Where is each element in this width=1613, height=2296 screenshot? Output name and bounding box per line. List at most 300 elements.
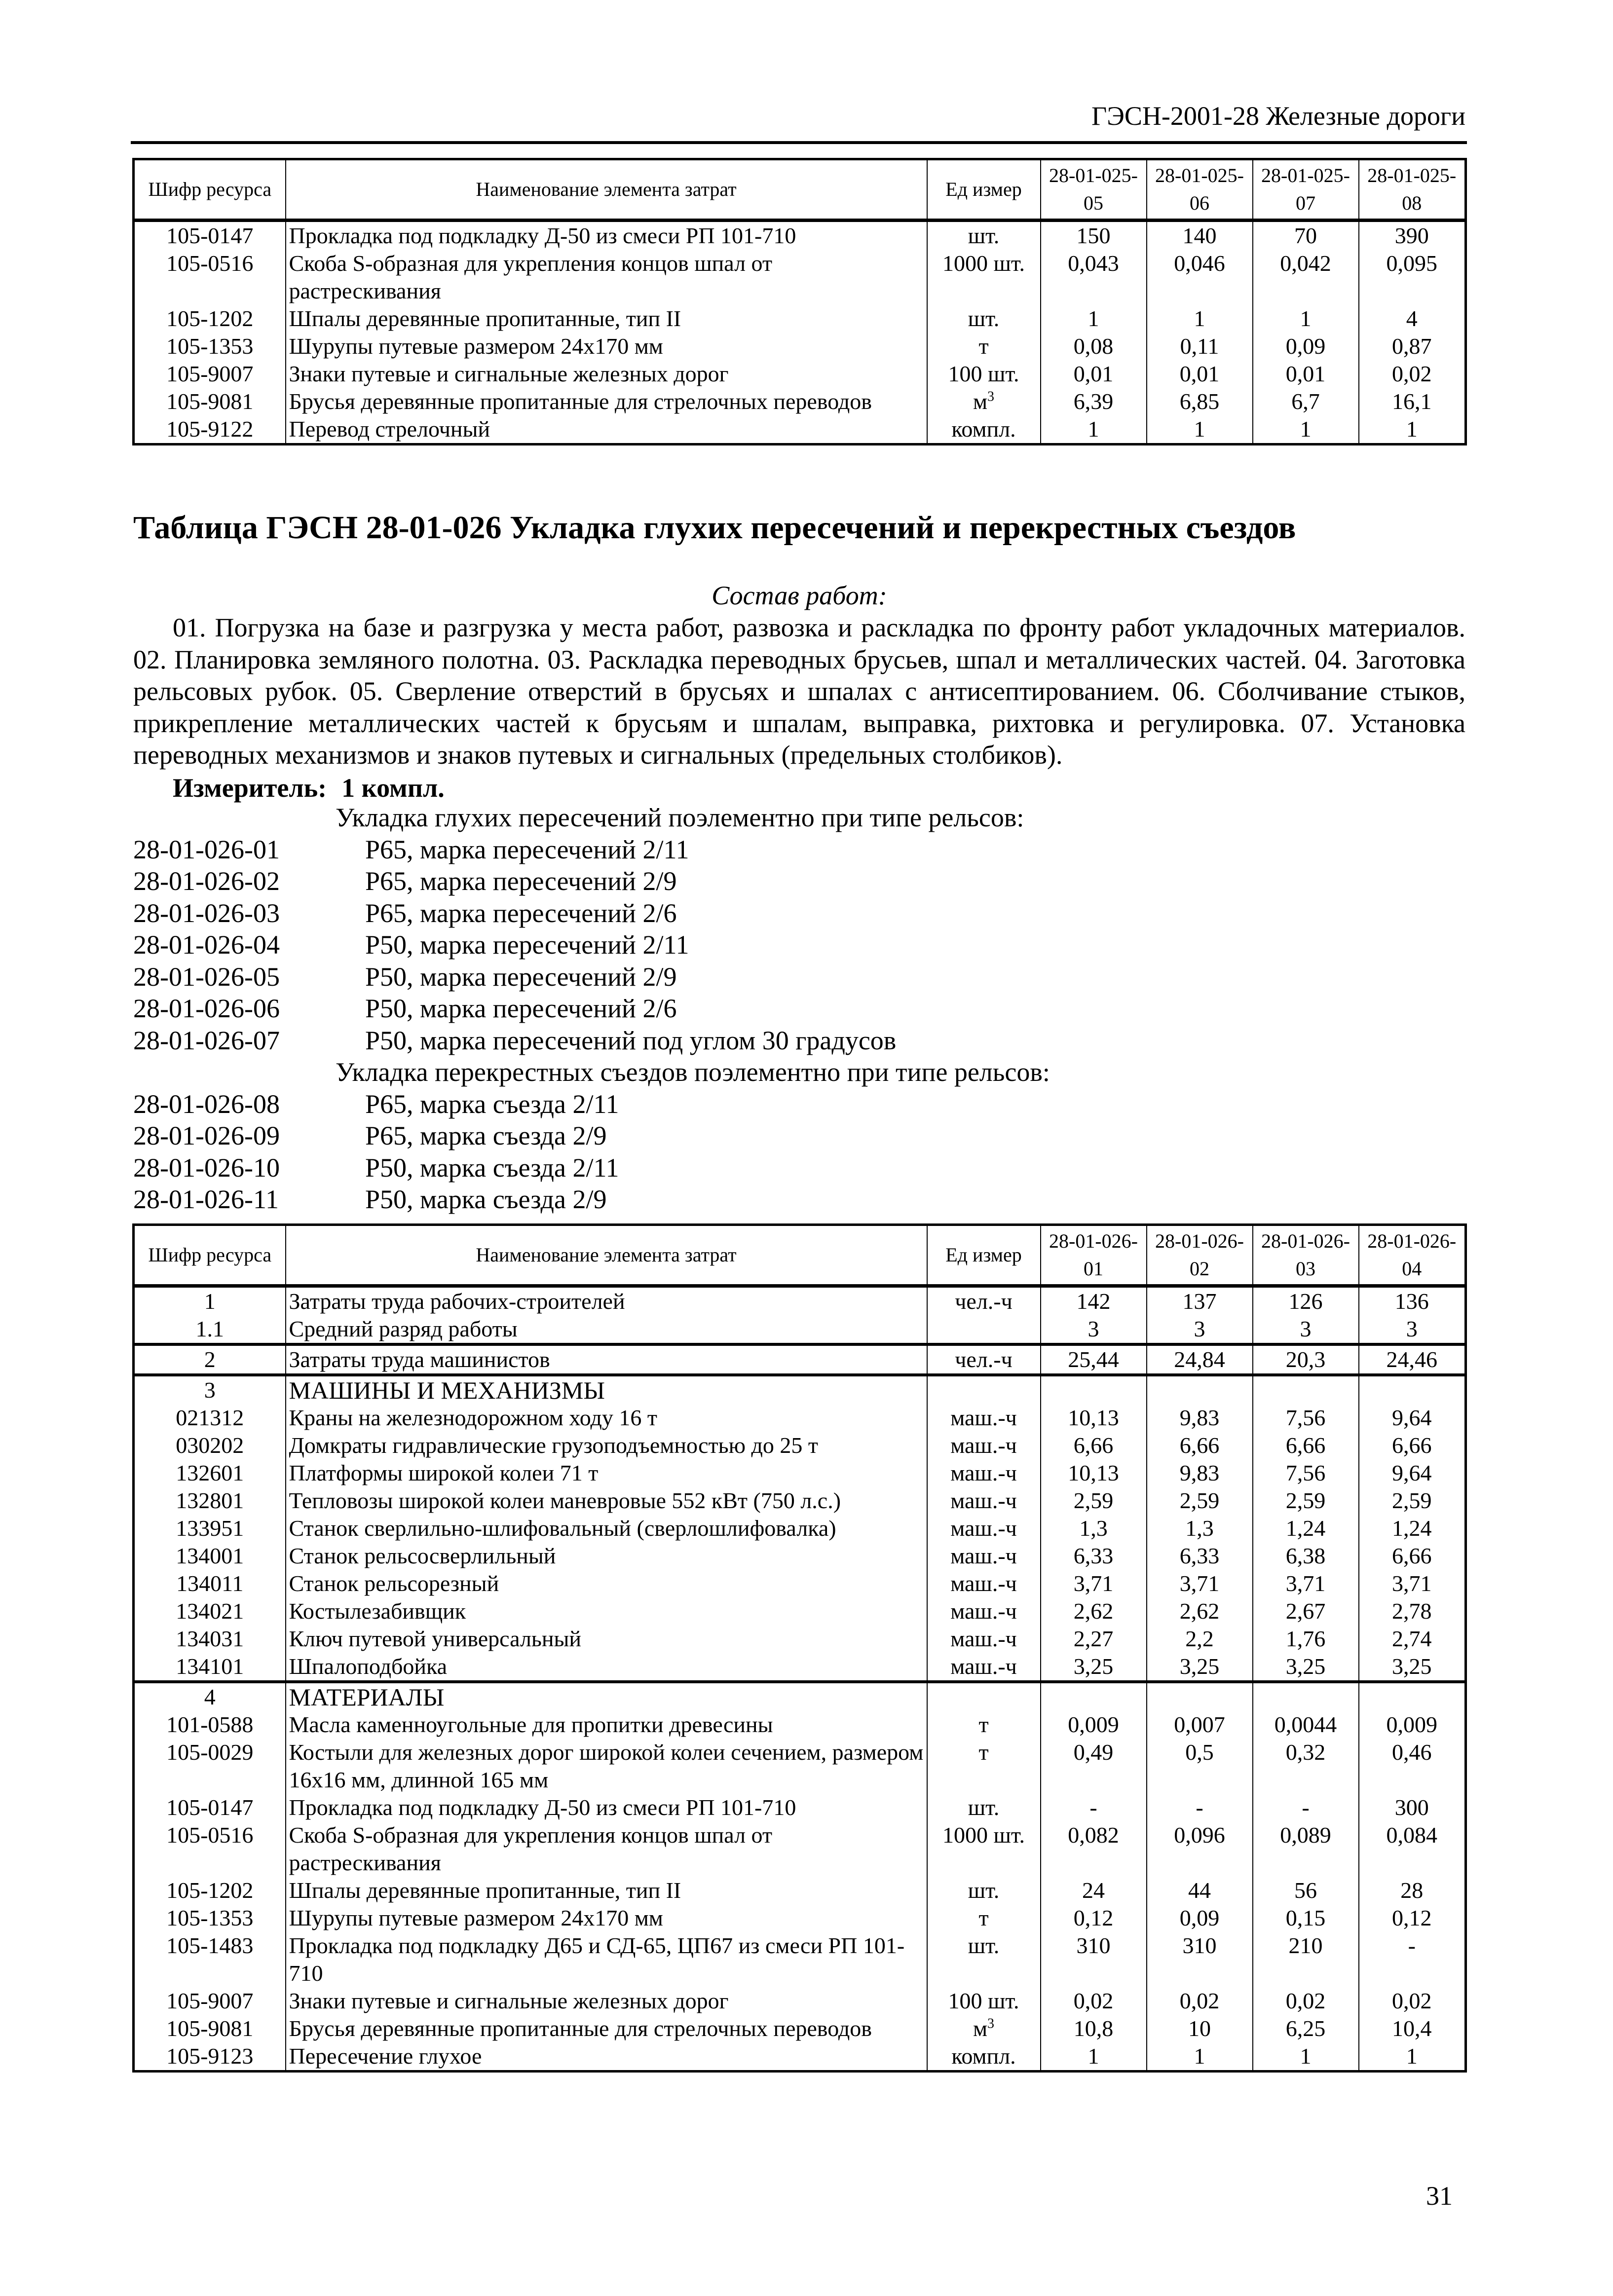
unit-cell: 1000 шт.	[927, 1821, 1041, 1877]
variant-item	[133, 993, 1465, 1025]
resource-name: Костыли для железных дорог широкой колеи сечением, размером 16x16 мм, длинной 165 мм	[286, 1739, 927, 1794]
unit-cell: маш.-ч	[927, 1459, 1041, 1487]
table-row	[134, 1487, 1466, 1515]
table-row	[134, 388, 1466, 415]
table-row	[134, 1344, 1466, 1375]
value-cell: 0,46	[1359, 1739, 1466, 1794]
empty-cell	[1041, 1375, 1147, 1404]
section-row	[134, 1375, 1466, 1404]
resource-code: 105-9081	[134, 388, 286, 415]
running-header: ГЭСН-2001-28 Железные дороги	[1091, 101, 1465, 131]
resource-name: Брусья деревянные пропитанные для стрелочных переводов	[286, 388, 927, 415]
value-cell: 24	[1041, 1877, 1147, 1904]
resource-code: 105-1483	[134, 1932, 286, 1987]
table-row	[134, 1711, 1466, 1739]
variant-description: Р65, марка съезда 2/11	[365, 1089, 619, 1119]
value-cell: 2,62	[1147, 1597, 1253, 1625]
resource-code: 134011	[134, 1570, 286, 1597]
resource-table-025	[132, 158, 1467, 445]
unit-cell: маш.-ч	[927, 1404, 1041, 1432]
page-number: 31	[1426, 2181, 1453, 2211]
col-header-variant: 28-01-026- 04	[1359, 1225, 1466, 1286]
col-header-unit: Ед измер	[927, 159, 1041, 221]
empty-cell	[1359, 1375, 1466, 1404]
unit-cell: маш.-ч	[927, 1625, 1041, 1653]
table-row	[134, 250, 1466, 305]
value-cell: 210	[1253, 1932, 1359, 1987]
variant-item	[133, 1152, 1465, 1184]
value-cell: 9,64	[1359, 1404, 1466, 1432]
resource-code: 105-1353	[134, 1904, 286, 1932]
unit-cell: т	[927, 1904, 1041, 1932]
value-cell: 0,49	[1041, 1739, 1147, 1794]
value-cell: 6,66	[1253, 1432, 1359, 1459]
value-cell: 390	[1359, 221, 1466, 250]
resource-code: 1.1	[134, 1315, 286, 1344]
value-cell: 2,59	[1041, 1487, 1147, 1515]
variant-item	[133, 865, 1465, 897]
value-cell: 2,67	[1253, 1597, 1359, 1625]
value-cell: 0,12	[1041, 1904, 1147, 1932]
resource-name: Костылезабивщик	[286, 1597, 927, 1625]
variant-item	[133, 1120, 1465, 1152]
table-row	[134, 1459, 1466, 1487]
value-cell: 16,1	[1359, 388, 1466, 415]
value-cell: 0,11	[1147, 333, 1253, 360]
value-cell: 0,084	[1359, 1821, 1466, 1877]
value-cell: -	[1253, 1794, 1359, 1821]
resource-code: 021312	[134, 1404, 286, 1432]
value-cell: 3,71	[1359, 1570, 1466, 1597]
resource-name: Затраты труда машинистов	[286, 1344, 927, 1375]
unit-cell: маш.-ч	[927, 1432, 1041, 1459]
unit-cell: т	[927, 1739, 1041, 1794]
value-cell: 126	[1253, 1286, 1359, 1316]
unit-cell: чел.-ч	[927, 1286, 1041, 1316]
value-cell: 3,25	[1253, 1653, 1359, 1682]
table-row	[134, 1821, 1466, 1877]
unit-cell: компл.	[927, 2042, 1041, 2072]
value-cell: 1,24	[1359, 1515, 1466, 1542]
value-cell: 300	[1359, 1794, 1466, 1821]
resource-name: Прокладка под подкладку Д65 и СД-65, ЦП67 из смеси РП 101-710	[286, 1932, 927, 1987]
table-row	[134, 1877, 1466, 1904]
resource-name: Затраты труда рабочих-строителей	[286, 1286, 927, 1316]
resource-name: Домкраты гидравлические грузоподъемностью до 25 т	[286, 1432, 927, 1459]
resource-name: Платформы широкой колеи 71 т	[286, 1459, 927, 1487]
col-header-name: Наименование элемента затрат	[286, 1225, 927, 1286]
variant-description: Р65, марка пересечений 2/6	[365, 898, 677, 928]
table-row	[134, 1987, 1466, 2015]
resource-code: 105-0029	[134, 1739, 286, 1794]
value-cell: 1	[1147, 415, 1253, 444]
empty-cell	[1253, 1375, 1359, 1404]
resource-name: МАТЕРИАЛЫ	[286, 1682, 927, 1711]
value-cell: 1,24	[1253, 1515, 1359, 1542]
resource-code: 1	[134, 1286, 286, 1316]
unit-cell	[927, 1315, 1041, 1344]
variant-code: 28-01-026-11	[133, 1185, 279, 1214]
unit-cell: т	[927, 1711, 1041, 1739]
resource-name: Станок рельсосверлильный	[286, 1542, 927, 1570]
value-cell: 1	[1253, 415, 1359, 444]
resource-name: Знаки путевые и сигнальные железных дорог	[286, 360, 927, 388]
value-cell: 140	[1147, 221, 1253, 250]
variant-description: Р50, марка пересечений 2/11	[365, 930, 689, 960]
table-row	[134, 1625, 1466, 1653]
variant-description: Р65, марка пересечений 2/11	[365, 834, 689, 864]
resource-code: 133951	[134, 1515, 286, 1542]
value-cell: 2,62	[1041, 1597, 1147, 1625]
variant-description: Р50, марка пересечений 2/6	[365, 994, 677, 1023]
table-row	[134, 2015, 1466, 2042]
value-cell: 10,4	[1359, 2015, 1466, 2042]
value-cell: 0,02	[1253, 1987, 1359, 2015]
resource-code: 3	[134, 1375, 286, 1404]
col-header-variant: 28-01-026- 01	[1041, 1225, 1147, 1286]
value-cell: 1	[1147, 305, 1253, 333]
value-cell: 0,09	[1147, 1904, 1253, 1932]
resource-code: 105-9122	[134, 415, 286, 444]
table-row	[134, 1315, 1466, 1344]
unit-cell: $м^3$	[927, 388, 1041, 415]
value-cell: 3	[1253, 1315, 1359, 1344]
value-cell: 1,76	[1253, 1625, 1359, 1653]
col-header-variant: 28-01-025- 08	[1359, 159, 1466, 221]
resource-name: Скоба S-образная для укрепления концов шпал от растрескивания	[286, 250, 927, 305]
value-cell: 1	[1253, 305, 1359, 333]
resource-name: Шпалы деревянные пропитанные, тип II	[286, 1877, 927, 1904]
col-header-variant: 28-01-025- 07	[1253, 159, 1359, 221]
resource-code: 4	[134, 1682, 286, 1711]
unit-cell: шт.	[927, 221, 1041, 250]
resource-code: 105-1202	[134, 1877, 286, 1904]
value-cell: 70	[1253, 221, 1359, 250]
resource-name: МАШИНЫ И МЕХАНИЗМЫ	[286, 1375, 927, 1404]
col-header-variant: 28-01-025- 05	[1041, 159, 1147, 221]
value-cell: 0,01	[1253, 360, 1359, 388]
resource-name: Станок сверлильно-шлифовальный (сверлошлифовалка)	[286, 1515, 927, 1542]
value-cell: 0,007	[1147, 1711, 1253, 1739]
resource-code: 105-9123	[134, 2042, 286, 2072]
table-row	[134, 1739, 1466, 1794]
variant-code: 28-01-026-01	[133, 834, 280, 864]
resource-name: Перевод стрелочный	[286, 415, 927, 444]
value-cell: 25,44	[1041, 1344, 1147, 1375]
value-cell: 0,096	[1147, 1821, 1253, 1877]
value-cell: 142	[1041, 1286, 1147, 1316]
measurement-unit	[173, 772, 445, 804]
col-header-variant: 28-01-026- 03	[1253, 1225, 1359, 1286]
value-cell: 7,56	[1253, 1459, 1359, 1487]
value-cell: 3,25	[1359, 1653, 1466, 1682]
resource-code: 105-0147	[134, 1794, 286, 1821]
col-header-code: Шифр ресурса	[134, 159, 286, 221]
table-row	[134, 1597, 1466, 1625]
value-cell: -	[1359, 1932, 1466, 1987]
resource-name: Шурупы путевые размером 24x170 мм	[286, 333, 927, 360]
resource-name: Шпалоподбойка	[286, 1653, 927, 1682]
unit-cell: маш.-ч	[927, 1515, 1041, 1542]
value-cell: 0,15	[1253, 1904, 1359, 1932]
value-cell: 0,32	[1253, 1739, 1359, 1794]
resource-code: 105-9007	[134, 1987, 286, 2015]
value-cell: 2,59	[1253, 1487, 1359, 1515]
value-cell: -	[1147, 1794, 1253, 1821]
value-cell: 6,7	[1253, 388, 1359, 415]
variant-description: Р50, марка съезда 2/11	[365, 1152, 619, 1183]
variant-item	[133, 897, 1465, 929]
resource-code: 105-9081	[134, 2015, 286, 2042]
table-row	[134, 333, 1466, 360]
unit-cell: маш.-ч	[927, 1653, 1041, 1682]
unit-cell: чел.-ч	[927, 1344, 1041, 1375]
table-header-row	[134, 1225, 1466, 1286]
value-cell: 6,85	[1147, 388, 1253, 415]
col-header-unit: Ед измер	[927, 1225, 1041, 1286]
resource-name: Знаки путевые и сигнальные железных дорог	[286, 1987, 927, 2015]
value-cell: 1	[1253, 2042, 1359, 2072]
resource-code: 132801	[134, 1487, 286, 1515]
value-cell: 1	[1041, 2042, 1147, 2072]
value-cell: 310	[1147, 1932, 1253, 1987]
value-cell: 0,01	[1041, 360, 1147, 388]
value-cell: 6,66	[1359, 1542, 1466, 1570]
table-header-row	[134, 159, 1466, 221]
resource-code: 132601	[134, 1459, 286, 1487]
col-header-code: Шифр ресурса	[134, 1225, 286, 1286]
value-cell: 6,66	[1147, 1432, 1253, 1459]
value-cell: 150	[1041, 221, 1147, 250]
col-header-variant: 28-01-026- 02	[1147, 1225, 1253, 1286]
value-cell: 9,64	[1359, 1459, 1466, 1487]
value-cell: 3,71	[1253, 1570, 1359, 1597]
value-cell: 24,46	[1359, 1344, 1466, 1375]
value-cell: 4	[1359, 305, 1466, 333]
variant-group-heading: Укладка перекрестных съездов поэлементно при типе рельсов:	[336, 1057, 1050, 1087]
variant-code: 28-01-026-10	[133, 1152, 280, 1183]
value-cell: 136	[1359, 1286, 1466, 1316]
variant-description: Р50, марка пересечений 2/9	[365, 962, 677, 992]
resource-name: Шпалы деревянные пропитанные, тип II	[286, 305, 927, 333]
variant-item	[133, 929, 1465, 961]
table-row	[134, 1432, 1466, 1459]
unit-cell: компл.	[927, 415, 1041, 444]
value-cell: 2,59	[1359, 1487, 1466, 1515]
resource-name: Пересечение глухое	[286, 2042, 927, 2072]
variant-code: 28-01-026-02	[133, 866, 280, 896]
resource-name: Прокладка под подкладку Д-50 из смеси РП 101-710	[286, 221, 927, 250]
value-cell: 0,02	[1359, 1987, 1466, 2015]
value-cell: 1	[1041, 305, 1147, 333]
variant-code: 28-01-026-04	[133, 930, 280, 960]
unit-cell: маш.-ч	[927, 1542, 1041, 1570]
value-cell: 44	[1147, 1877, 1253, 1904]
value-cell: 6,25	[1253, 2015, 1359, 2042]
value-cell: 0,042	[1253, 250, 1359, 305]
value-cell: 3	[1041, 1315, 1147, 1344]
value-cell: 10,13	[1041, 1459, 1147, 1487]
table-row	[134, 415, 1466, 444]
value-cell: 0,12	[1359, 1904, 1466, 1932]
value-cell: 0,009	[1041, 1711, 1147, 1739]
unit-cell: шт.	[927, 305, 1041, 333]
value-cell: 10,8	[1041, 2015, 1147, 2042]
resource-table-026	[132, 1223, 1467, 2073]
variant-description: Р50, марка съезда 2/9	[365, 1185, 607, 1214]
variant-item	[133, 834, 1465, 866]
variant-item	[133, 1088, 1465, 1120]
value-cell: 3,25	[1041, 1653, 1147, 1682]
resource-code: 134021	[134, 1597, 286, 1625]
variant-group-heading: Укладка глухих пересечений поэлементно при типе рельсов:	[336, 803, 1024, 832]
value-cell: 9,83	[1147, 1404, 1253, 1432]
value-cell: 3,71	[1041, 1570, 1147, 1597]
value-cell: 0,009	[1359, 1711, 1466, 1739]
value-cell: 0,089	[1253, 1821, 1359, 1877]
resource-code: 030202	[134, 1432, 286, 1459]
value-cell: 0,5	[1147, 1739, 1253, 1794]
resource-name: Краны на железнодорожном ходу 16 т	[286, 1404, 927, 1432]
value-cell: 10	[1147, 2015, 1253, 2042]
resource-name: Шурупы путевые размером 24x170 мм	[286, 1904, 927, 1932]
table-row	[134, 1286, 1466, 1316]
resource-name: Прокладка под подкладку Д-50 из смеси РП 101-710	[286, 1794, 927, 1821]
value-cell: 6,66	[1359, 1432, 1466, 1459]
empty-cell	[1041, 1682, 1147, 1711]
variant-description: Р65, марка пересечений 2/9	[365, 866, 677, 896]
variant-code: 28-01-026-03	[133, 898, 280, 928]
value-cell: 6,66	[1041, 1432, 1147, 1459]
resource-code: 105-0516	[134, 1821, 286, 1877]
value-cell: 3,71	[1147, 1570, 1253, 1597]
variant-group-2	[133, 1088, 1465, 1216]
resource-code: 134031	[134, 1625, 286, 1653]
unit-cell: 100 шт.	[927, 360, 1041, 388]
table-row	[134, 1404, 1466, 1432]
value-cell: 6,39	[1041, 388, 1147, 415]
value-cell: 0,08	[1041, 333, 1147, 360]
empty-cell	[1253, 1682, 1359, 1711]
value-cell: 1	[1359, 415, 1466, 444]
table-row	[134, 221, 1466, 250]
table-row	[134, 1542, 1466, 1570]
value-cell: 24,84	[1147, 1344, 1253, 1375]
unit-cell: маш.-ч	[927, 1570, 1041, 1597]
header-rule	[131, 141, 1467, 144]
empty-cell	[927, 1682, 1041, 1711]
value-cell: 3,25	[1147, 1653, 1253, 1682]
value-cell: 10,13	[1041, 1404, 1147, 1432]
table-row	[134, 1904, 1466, 1932]
resource-name: Ключ путевой универсальный	[286, 1625, 927, 1653]
table-row	[134, 1932, 1466, 1987]
resource-name: Тепловозы широкой колеи маневровые 552 кВт (750 л.с.)	[286, 1487, 927, 1515]
resource-code: 105-0516	[134, 250, 286, 305]
value-cell: 1,3	[1147, 1515, 1253, 1542]
value-cell: 0,043	[1041, 250, 1147, 305]
variant-code: 28-01-026-05	[133, 962, 280, 992]
empty-cell	[927, 1375, 1041, 1404]
value-cell: 310	[1041, 1932, 1147, 1987]
value-cell: 0,046	[1147, 250, 1253, 305]
resource-code: 105-0147	[134, 221, 286, 250]
table-row	[134, 1570, 1466, 1597]
unit-cell: маш.-ч	[927, 1487, 1041, 1515]
resource-code: 2	[134, 1344, 286, 1375]
empty-cell	[1147, 1375, 1253, 1404]
value-cell: 1,3	[1041, 1515, 1147, 1542]
section-row	[134, 1682, 1466, 1711]
value-cell: 2,59	[1147, 1487, 1253, 1515]
meter-label: Измеритель:	[173, 773, 327, 803]
variant-group-1	[133, 834, 1465, 1057]
value-cell: 0,02	[1359, 360, 1466, 388]
resource-code: 105-1202	[134, 305, 286, 333]
unit-cell: $м^3$	[927, 2015, 1041, 2042]
work-composition-label: Состав работ:	[712, 581, 887, 610]
unit-cell: шт.	[927, 1794, 1041, 1821]
unit-cell: т	[927, 333, 1041, 360]
value-cell: 6,33	[1041, 1542, 1147, 1570]
value-cell: 0,02	[1147, 1987, 1253, 2015]
table-row	[134, 360, 1466, 388]
variant-code: 28-01-026-09	[133, 1121, 280, 1150]
value-cell: 20,3	[1253, 1344, 1359, 1375]
value-cell: 6,38	[1253, 1542, 1359, 1570]
section-title: Таблица ГЭСН 28-01-026 Укладка глухих пересечений и перекрестных съездов	[133, 510, 1296, 546]
value-cell: 0,095	[1359, 250, 1466, 305]
value-cell: 3	[1359, 1315, 1466, 1344]
resource-name: Брусья деревянные пропитанные для стрелочных переводов	[286, 2015, 927, 2042]
unit-cell: 1000 шт.	[927, 250, 1041, 305]
value-cell: 137	[1147, 1286, 1253, 1316]
variant-description: Р65, марка съезда 2/9	[365, 1121, 607, 1150]
variant-item	[133, 961, 1465, 993]
unit-cell: маш.-ч	[927, 1597, 1041, 1625]
value-cell: 56	[1253, 1877, 1359, 1904]
value-cell: 2,78	[1359, 1597, 1466, 1625]
unit-cell: шт.	[927, 1932, 1041, 1987]
unit-cell: 100 шт.	[927, 1987, 1041, 2015]
table-row	[134, 1794, 1466, 1821]
resource-name: Станок рельсорезный	[286, 1570, 927, 1597]
variant-code: 28-01-026-08	[133, 1089, 280, 1119]
value-cell: 3	[1147, 1315, 1253, 1344]
resource-name: Средний разряд работы	[286, 1315, 927, 1344]
resource-code: 101-0588	[134, 1711, 286, 1739]
value-cell: 2,2	[1147, 1625, 1253, 1653]
value-cell: 28	[1359, 1877, 1466, 1904]
value-cell: 1	[1041, 415, 1147, 444]
value-cell: 0,01	[1147, 360, 1253, 388]
table-row	[134, 305, 1466, 333]
value-cell: 0,0044	[1253, 1711, 1359, 1739]
value-cell: 1	[1359, 2042, 1466, 2072]
unit-cell: шт.	[927, 1877, 1041, 1904]
variant-item	[133, 1184, 1465, 1216]
value-cell: 0,87	[1359, 333, 1466, 360]
value-cell: 6,33	[1147, 1542, 1253, 1570]
variant-description: Р50, марка пересечений под углом 30 градусов	[365, 1025, 897, 1055]
value-cell: 7,56	[1253, 1404, 1359, 1432]
value-cell: 0,09	[1253, 333, 1359, 360]
variant-code: 28-01-026-07	[133, 1025, 280, 1055]
value-cell: 2,74	[1359, 1625, 1466, 1653]
resource-code: 105-1353	[134, 333, 286, 360]
col-header-variant: 28-01-025- 06	[1147, 159, 1253, 221]
value-cell: 0,02	[1041, 1987, 1147, 2015]
